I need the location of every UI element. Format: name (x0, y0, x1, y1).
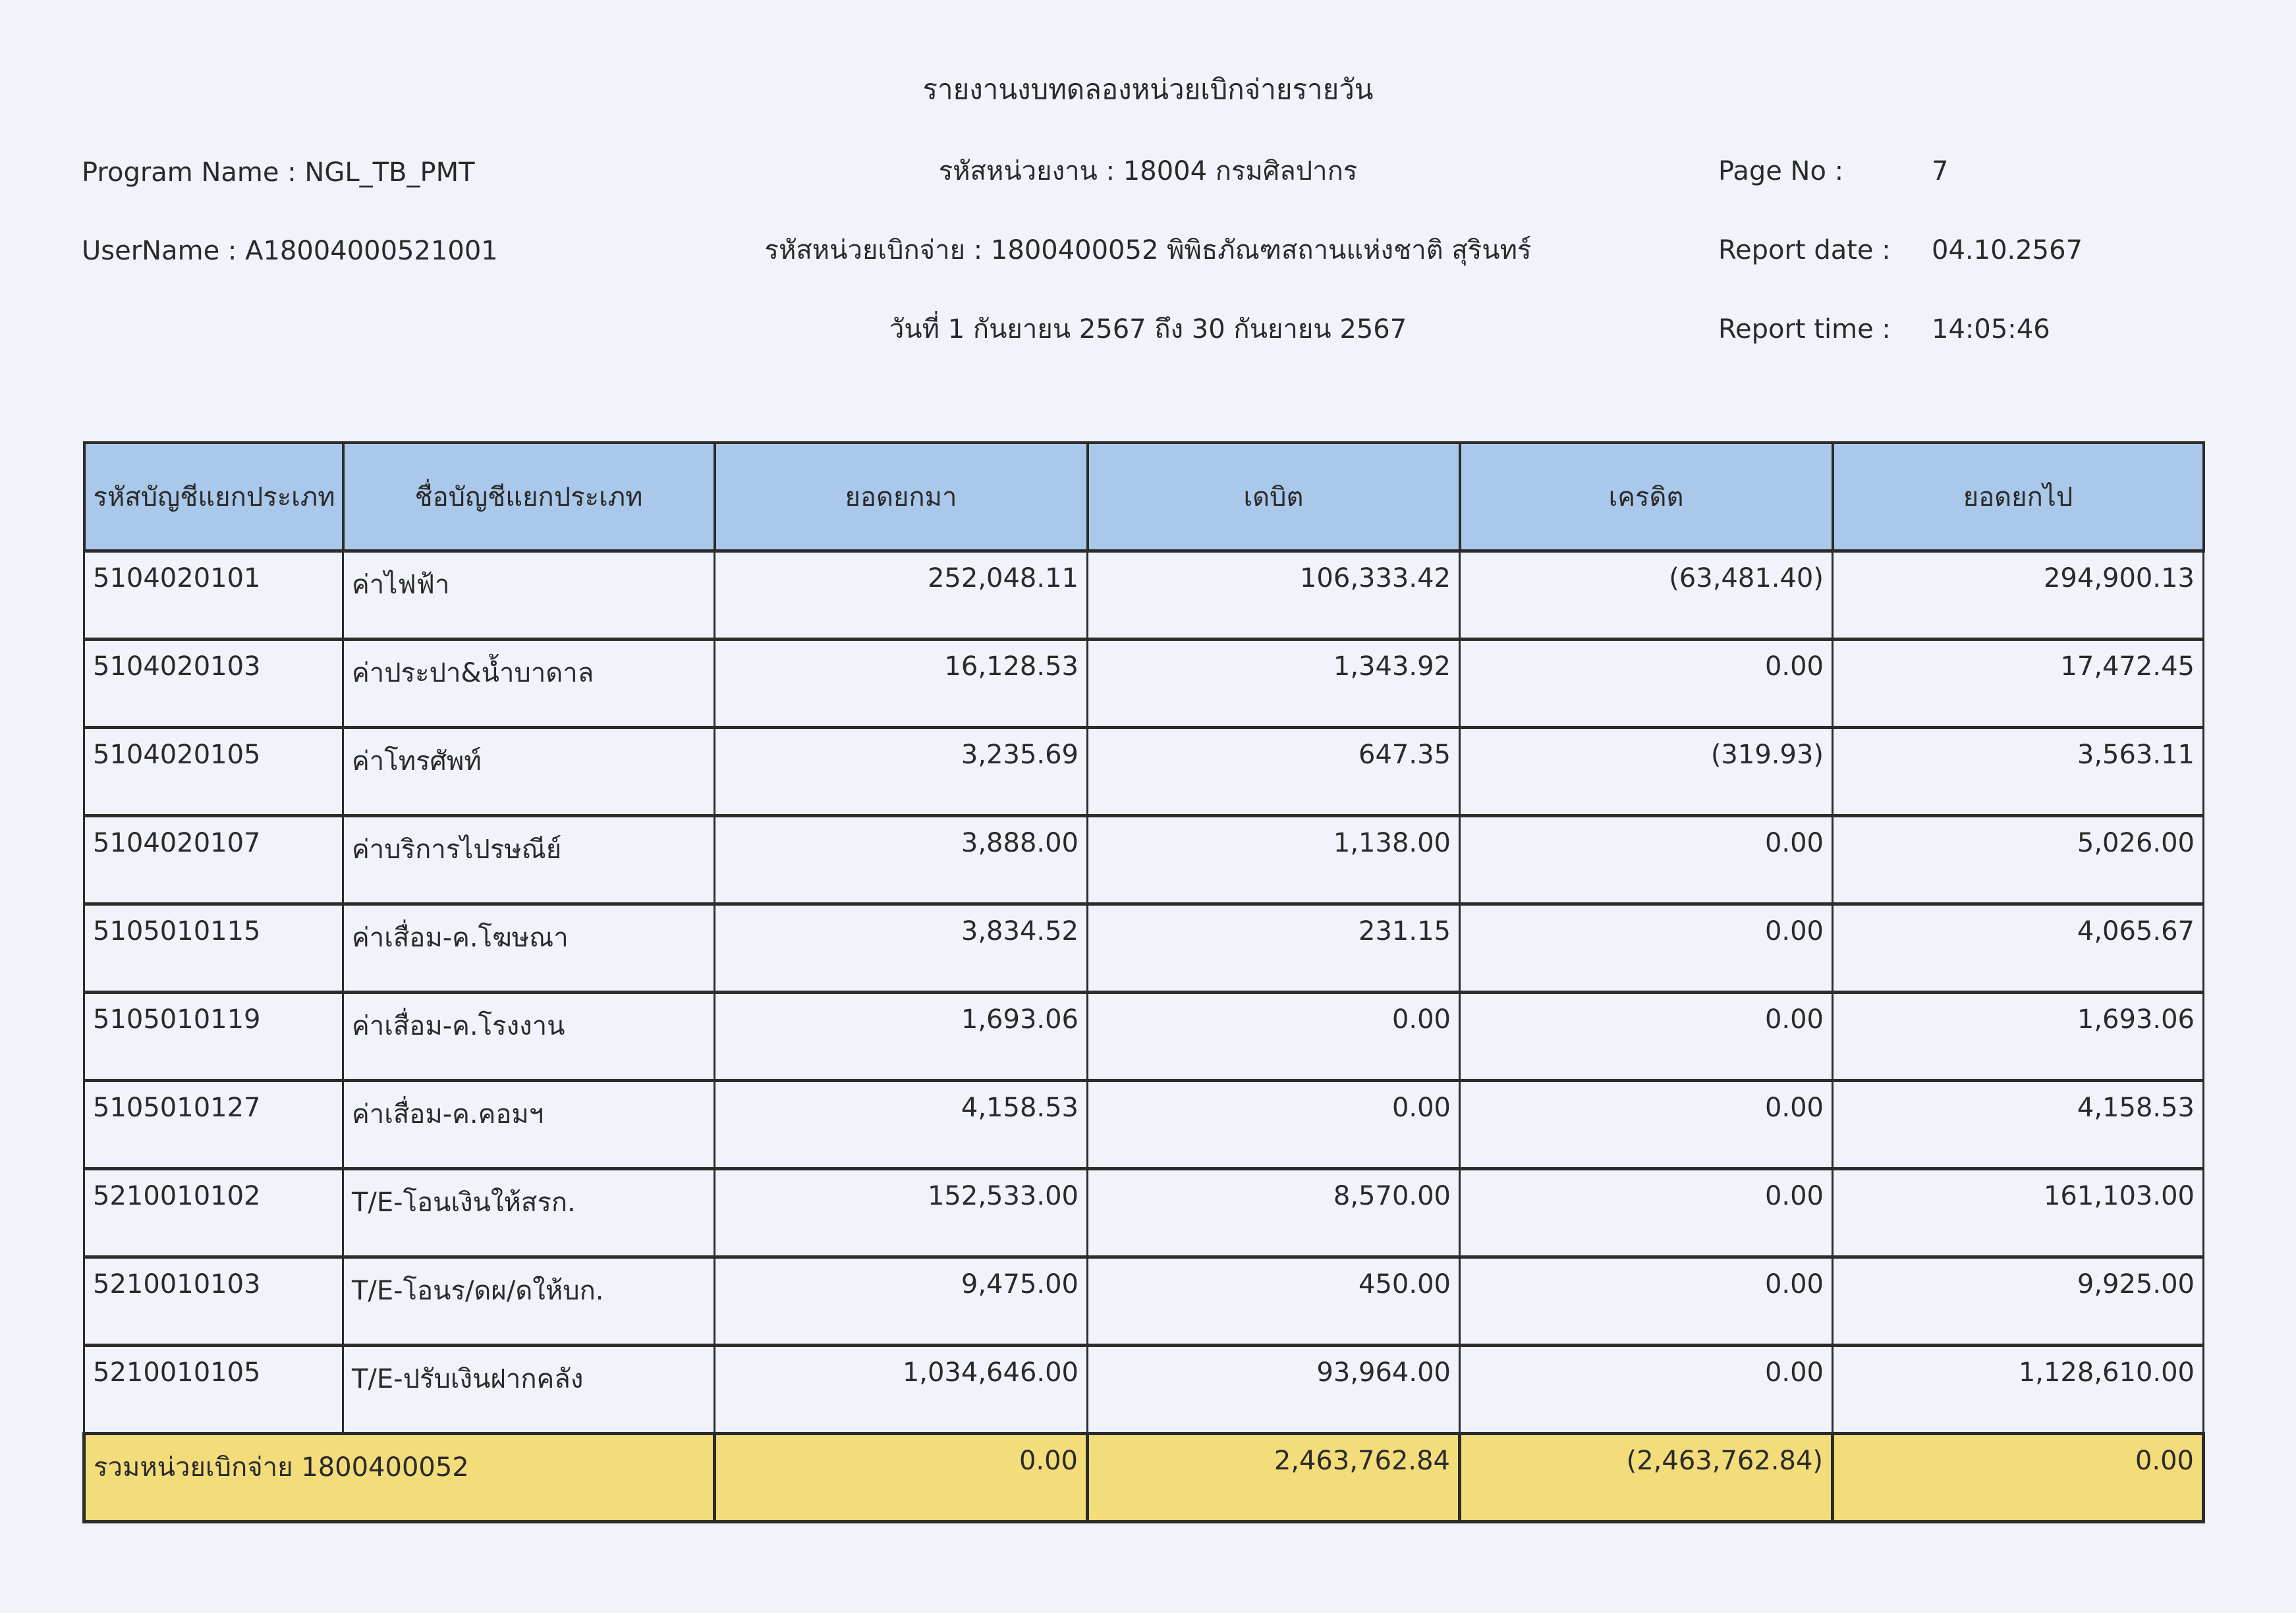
total-row (84, 1434, 2204, 1522)
cell-closing-balance: 161,103.00 (1833, 1169, 2204, 1257)
cell-opening-balance: 1,693.06 (715, 993, 1088, 1081)
cell-closing-balance: 4,158.53 (1833, 1081, 2204, 1169)
cell-opening-balance: 1,034,646.00 (715, 1346, 1088, 1434)
cell-credit: 0.00 (1460, 816, 1833, 904)
cell-account-name: ค่าบริการไปรษณีย์ (343, 816, 715, 904)
cell-opening-balance: 3,834.52 (715, 904, 1088, 993)
table-header-row (84, 443, 2204, 551)
cell-credit: 0.00 (1460, 1346, 1833, 1434)
cell-account-name: ค่าโทรศัพท์ (343, 728, 715, 816)
total-opening: 0.00 (715, 1434, 1088, 1522)
col-header-account-code: รหัสบัญชีแยกประเภท (84, 443, 343, 551)
cell-account-name: ค่าเสื่อม-ค.โฆษณา (343, 904, 715, 993)
table-row (84, 1346, 2204, 1434)
cell-debit: 231.15 (1088, 904, 1460, 993)
cell-debit: 93,964.00 (1088, 1346, 1460, 1434)
cell-closing-balance: 294,900.13 (1833, 551, 2204, 640)
report-date-value: 04.10.2567 (1932, 235, 2083, 265)
cell-account-code: 5210010102 (84, 1169, 343, 1257)
cell-credit: (63,481.40) (1460, 551, 1833, 640)
table-row (84, 640, 2204, 728)
col-header-opening-balance: ยอดยกมา (715, 443, 1088, 551)
cell-debit: 0.00 (1088, 993, 1460, 1081)
cell-opening-balance: 252,048.11 (715, 551, 1088, 640)
username: UserName : A18004000521001 (82, 236, 498, 266)
table-row (84, 728, 2204, 816)
period-line: วันที่ 1 กันยายน 2567 ถึง 30 กันยายน 2567 (889, 314, 1407, 344)
cell-account-name: T/E-ปรับเงินฝากคลัง (343, 1346, 715, 1434)
col-header-account-name: ชื่อบัญชีแยกประเภท (343, 443, 715, 551)
cell-debit: 1,343.92 (1088, 640, 1460, 728)
cell-credit: 0.00 (1460, 640, 1833, 728)
cell-credit: 0.00 (1460, 904, 1833, 993)
cell-account-code: 5105010119 (84, 993, 343, 1081)
cell-account-name: T/E-โอนร/ดผ/ดให้บก. (343, 1257, 715, 1346)
cell-closing-balance: 17,472.45 (1833, 640, 2204, 728)
cell-account-code: 5104020101 (84, 551, 343, 640)
cell-closing-balance: 1,128,610.00 (1833, 1346, 2204, 1434)
col-header-debit: เดบิต (1088, 443, 1460, 551)
col-header-credit: เครดิต (1460, 443, 1833, 551)
cell-opening-balance: 4,158.53 (715, 1081, 1088, 1169)
table-row (84, 1081, 2204, 1169)
cell-closing-balance: 3,563.11 (1833, 728, 2204, 816)
cell-account-code: 5104020107 (84, 816, 343, 904)
cell-credit: 0.00 (1460, 1081, 1833, 1169)
cell-debit: 1,138.00 (1088, 816, 1460, 904)
cell-credit: 0.00 (1460, 993, 1833, 1081)
cell-debit: 8,570.00 (1088, 1169, 1460, 1257)
cell-account-name: ค่าไฟฟ้า (343, 551, 715, 640)
report-title: รายงานงบทดลองหน่วยเบิกจ่ายรายวัน (922, 73, 1374, 105)
total-label: รวมหน่วยเบิกจ่าย 1800400052 (84, 1434, 715, 1522)
cell-account-name: ค่าประปา&น้ำบาดาล (343, 640, 715, 728)
trial-balance-table (82, 441, 2205, 1523)
table-row (84, 816, 2204, 904)
table-row (84, 993, 2204, 1081)
table-row (84, 1257, 2204, 1346)
cell-account-code: 5105010127 (84, 1081, 343, 1169)
cell-closing-balance: 5,026.00 (1833, 816, 2204, 904)
page-no-value: 7 (1932, 156, 1949, 186)
program-name: Program Name : NGL_TB_PMT (82, 157, 475, 188)
cell-debit: 647.35 (1088, 728, 1460, 816)
agency-line: รหัสหน่วยงาน : 18004 กรมศิลปากร (938, 156, 1358, 186)
table-row (84, 551, 2204, 640)
total-credit: (2,463,762.84) (1460, 1434, 1833, 1522)
total-debit: 2,463,762.84 (1088, 1434, 1460, 1522)
cell-debit: 0.00 (1088, 1081, 1460, 1169)
cell-opening-balance: 152,533.00 (715, 1169, 1088, 1257)
cell-account-code: 5210010103 (84, 1257, 343, 1346)
cell-opening-balance: 9,475.00 (715, 1257, 1088, 1346)
cell-debit: 450.00 (1088, 1257, 1460, 1346)
total-closing: 0.00 (1833, 1434, 2204, 1522)
page-no-label: Page No : (1718, 156, 1844, 186)
disbursing-unit-line: รหัสหน่วยเบิกจ่าย : 1800400052 พิพิธภัณฑสถานแห่งชาติ สุรินทร์ (764, 235, 1532, 265)
report-date-label: Report date : (1718, 235, 1891, 265)
cell-account-code: 5104020103 (84, 640, 343, 728)
table-row (84, 904, 2204, 993)
cell-credit: 0.00 (1460, 1169, 1833, 1257)
cell-opening-balance: 16,128.53 (715, 640, 1088, 728)
cell-account-name: T/E-โอนเงินให้สรก. (343, 1169, 715, 1257)
cell-opening-balance: 3,888.00 (715, 816, 1088, 904)
col-header-closing-balance: ยอดยกไป (1833, 443, 2204, 551)
cell-credit: 0.00 (1460, 1257, 1833, 1346)
table-row (84, 1169, 2204, 1257)
report-time-label: Report time : (1718, 314, 1891, 344)
cell-credit: (319.93) (1460, 728, 1833, 816)
cell-account-code: 5104020105 (84, 728, 343, 816)
cell-closing-balance: 1,693.06 (1833, 993, 2204, 1081)
cell-account-name: ค่าเสื่อม-ค.โรงงาน (343, 993, 715, 1081)
cell-opening-balance: 3,235.69 (715, 728, 1088, 816)
cell-account-name: ค่าเสื่อม-ค.คอมฯ (343, 1081, 715, 1169)
report-time-value: 14:05:46 (1932, 314, 2050, 344)
cell-account-code: 5105010115 (84, 904, 343, 993)
cell-closing-balance: 9,925.00 (1833, 1257, 2204, 1346)
cell-debit: 106,333.42 (1088, 551, 1460, 640)
cell-account-code: 5210010105 (84, 1346, 343, 1434)
cell-closing-balance: 4,065.67 (1833, 904, 2204, 993)
